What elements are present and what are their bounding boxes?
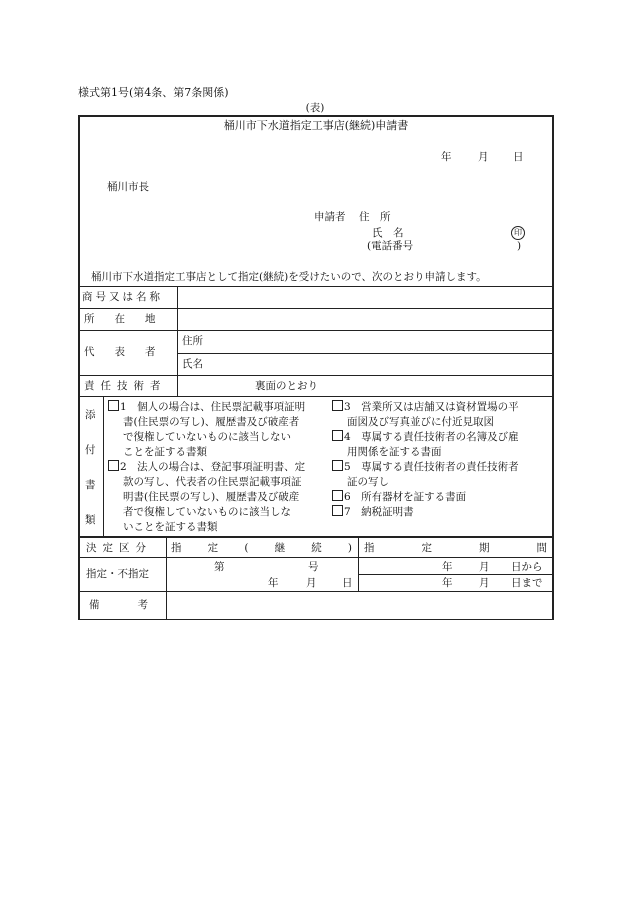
form-title: 桶川市下水道指定工事店(継続)申請書: [223, 119, 409, 132]
applicant-label: 申請者: [314, 211, 346, 223]
designation-header: [171, 541, 352, 555]
from-month: 月: [479, 561, 490, 573]
row-divider: [78, 557, 553, 558]
trade-name-field[interactable]: [180, 288, 550, 308]
decision-middle-divider: [358, 536, 359, 592]
row-divider: [78, 286, 553, 287]
attach-char-3: 書: [85, 479, 96, 491]
frame-bottom: [78, 619, 553, 620]
frame-top: [78, 115, 553, 117]
designation-char: 定: [207, 542, 219, 554]
attachment-item-7: [332, 505, 414, 519]
request-text: 桶川市下水道指定工事店として指定(継続)を受けたいので、次のとおり申請します。: [91, 271, 487, 283]
checkbox-icon[interactable]: [332, 400, 343, 411]
attachment-line: 者で復権していないものに該当しな: [123, 506, 291, 518]
frame-left: [78, 115, 80, 620]
date-year-label: 年: [441, 151, 452, 163]
attachment-line: 3 営業所又は店舗又は資材置場の平: [344, 401, 519, 413]
form-number: 様式第1号(第4条、第7条関係): [78, 86, 229, 99]
to-day: 日まで: [511, 577, 543, 589]
checkbox-icon[interactable]: [332, 430, 343, 441]
phone-open: (電話番号: [367, 240, 414, 252]
representative-label: 代表者: [84, 346, 176, 358]
period-char: 期: [479, 542, 490, 554]
label-column-divider: [177, 286, 178, 397]
date-month-label: 月: [478, 151, 489, 163]
issue-month: 月: [306, 577, 317, 589]
remarks-field[interactable]: [170, 593, 550, 618]
row-divider: [78, 396, 553, 397]
engineer-value: 裏面のとおり: [255, 380, 318, 392]
attachment-line: 1 個人の場合は、住民票記載事項証明: [120, 401, 306, 413]
rep-inner-divider: [177, 353, 553, 354]
to-year: 年: [442, 577, 453, 589]
checkbox-icon[interactable]: [332, 490, 343, 501]
address-label: 住 所: [359, 211, 391, 223]
trade-name-text: 商号又は名称: [82, 291, 163, 303]
seal-icon: 印: [511, 226, 525, 240]
designation-char: ): [347, 542, 352, 554]
attach-char-4: 類: [85, 514, 96, 526]
engineer-label: 責任技術者: [84, 380, 167, 392]
to-month: 月: [479, 577, 490, 589]
period-char: 間: [536, 542, 547, 554]
rep-name-label: 氏名: [182, 358, 203, 370]
attach-char-2: 付: [85, 444, 96, 456]
addressee: 桶川市長: [107, 181, 149, 193]
location-label: 所在地: [84, 313, 176, 325]
attachment-line: 7 納税証明書: [344, 506, 414, 518]
attachment-line: 用関係を証する書面: [347, 446, 442, 458]
phone-close: ): [517, 240, 522, 252]
checkbox-icon[interactable]: [108, 400, 119, 411]
category-label: 決定区分: [86, 542, 152, 554]
attachment-item-4: [332, 430, 519, 444]
name-label: 氏 名: [372, 227, 404, 239]
attachment-line: 面図及び写真並びに付近見取図: [347, 416, 494, 428]
attachment-line: 証の写し: [347, 476, 389, 488]
seal-mark: [511, 225, 525, 240]
period-char: 指: [364, 542, 375, 554]
checkbox-icon[interactable]: [332, 460, 343, 471]
attachment-line: 4 専属する責任技術者の名簿及び雇: [344, 431, 519, 443]
checkbox-icon[interactable]: [108, 460, 119, 471]
period-header: [364, 541, 547, 555]
rep-address-label: 住所: [182, 335, 203, 347]
attachment-line: 5 専属する責任技術者の責任技術者: [344, 461, 519, 473]
attachment-item-2: [108, 460, 305, 474]
number-suffix: 号: [308, 561, 319, 573]
checkbox-icon[interactable]: [332, 505, 343, 516]
designation-char: 続: [311, 542, 322, 554]
status-label: 指定・不指定: [86, 568, 149, 580]
attach-char-1: 添: [85, 409, 96, 421]
attachment-item-1: [108, 400, 305, 414]
row-divider: [78, 308, 553, 309]
remarks-label: 備考: [89, 599, 186, 611]
attach-column-divider: [103, 396, 104, 536]
attachment-line: ことを証する書類: [123, 446, 207, 458]
from-day: 日から: [511, 561, 543, 573]
location-field[interactable]: [180, 310, 550, 330]
row-divider: [78, 330, 553, 331]
row-divider: [78, 375, 553, 376]
attachment-line: 6 所有器材を証する書面: [344, 491, 467, 503]
attachment-line: いことを証する書類: [123, 521, 218, 533]
designation-char: 指: [171, 542, 182, 554]
attachment-item-5: [332, 460, 519, 474]
attachment-line: で復権していないものに該当しない: [123, 431, 291, 443]
issue-year: 年: [268, 577, 279, 589]
period-char: 定: [421, 542, 432, 554]
number-prefix: 第: [214, 561, 225, 573]
frame-right: [552, 115, 554, 620]
attachment-line: 2 法人の場合は、登記事項証明書、定: [120, 461, 306, 473]
side-label: (表): [305, 102, 325, 114]
row-divider: [78, 536, 553, 538]
from-year: 年: [442, 561, 453, 573]
attachment-item-6: [332, 490, 466, 504]
attachment-item-3: [332, 400, 519, 414]
designation-char: 継: [274, 542, 286, 554]
date-day-label: 日: [513, 151, 524, 163]
row-divider: [78, 591, 553, 592]
period-inner-divider: [358, 574, 553, 575]
attachment-line: 書(住民票の写し)、履歴書及び破産者: [123, 416, 300, 428]
attachment-line: 款の写し、代表者の住民票記載事項証: [123, 476, 302, 488]
trade-name-label: [82, 290, 172, 304]
attachment-line: 明書(住民票の写し)、履歴書及び破産: [123, 491, 300, 503]
issue-day: 日: [342, 577, 353, 589]
designation-char: (: [244, 542, 249, 554]
